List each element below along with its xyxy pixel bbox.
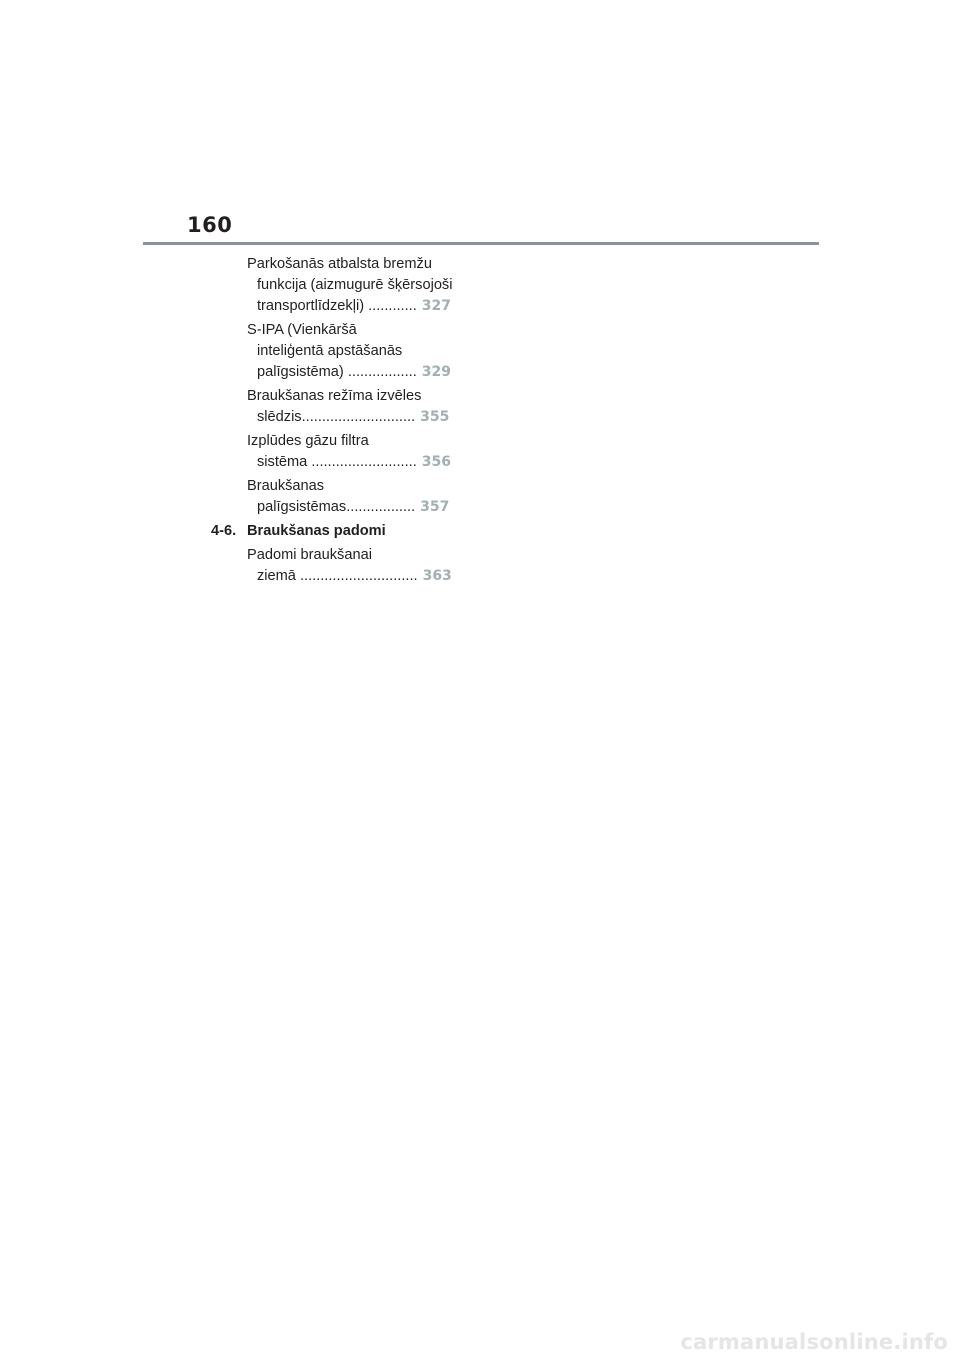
toc-entry-line: Parkošanās atbalsta bremžu <box>247 256 432 272</box>
section-number: 4-6. <box>211 523 237 539</box>
section-title: Braukšanas padomi <box>247 523 386 539</box>
toc-entry-text: sistēma .......................... <box>257 454 417 470</box>
toc-section-heading[interactable] <box>211 522 386 540</box>
toc-entry-link[interactable] <box>257 297 451 315</box>
toc-entry-link[interactable] <box>257 363 451 381</box>
toc-entry-text: palīgsistēma) ................. <box>257 364 417 380</box>
toc-entry-line: inteliģentā apstāšanās <box>257 343 403 359</box>
toc-entry-text: palīgsistēmas................. <box>257 499 416 515</box>
toc-page-link[interactable]: 363 <box>422 568 452 584</box>
toc-page-link[interactable]: 329 <box>421 364 452 380</box>
toc-page-link[interactable]: 355 <box>420 409 450 425</box>
toc-page-link[interactable]: 327 <box>421 298 452 314</box>
toc-entry-line: S-IPA (Vienkāršā <box>247 322 357 338</box>
toc-entry-line: Braukšanas <box>247 478 325 494</box>
toc-entry-link[interactable] <box>257 453 451 471</box>
page-number: 160 <box>187 213 233 237</box>
toc-entry-text: transportlīdzekļi) ............ <box>257 298 417 314</box>
toc-entry-link[interactable] <box>257 498 449 516</box>
header-rule <box>143 242 819 245</box>
toc-entry-line: Izplūdes gāzu filtra <box>247 433 369 449</box>
toc-entry-link[interactable] <box>257 408 449 426</box>
toc-entry-line: funkcija (aizmugurē šķērsojoši <box>257 277 453 293</box>
toc-page-link[interactable]: 357 <box>420 499 450 515</box>
toc-entry-link[interactable] <box>257 567 452 585</box>
toc-entry-line: Padomi braukšanai <box>247 547 372 563</box>
toc-entry-text: slēdzis............................ <box>257 409 416 425</box>
toc-entry-line: Braukšanas režīma izvēles <box>247 388 422 404</box>
watermark: carmanualsonline.info <box>680 1330 948 1354</box>
toc-page-link[interactable]: 356 <box>421 454 451 470</box>
toc-entry-text: ziemā ............................. <box>257 568 418 584</box>
